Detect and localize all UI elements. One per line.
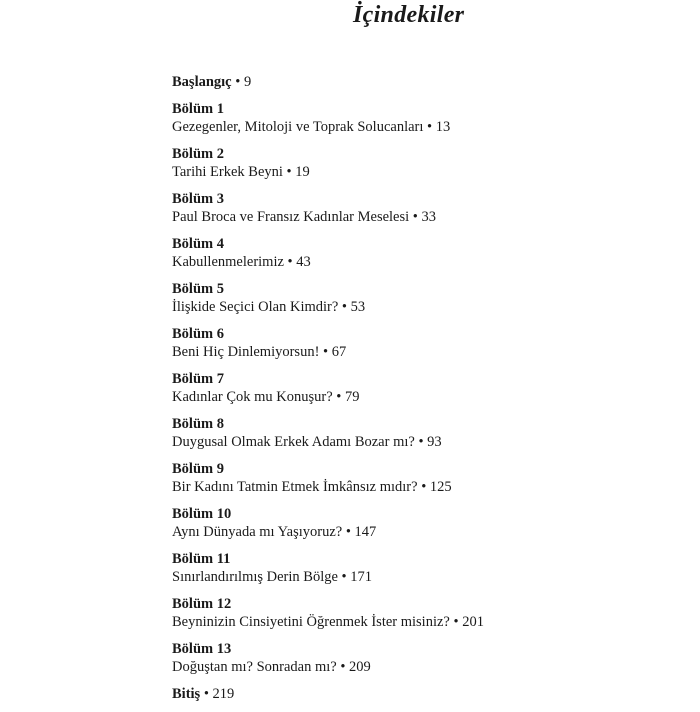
toc-entry-end <box>172 685 672 703</box>
end-page: • 219 <box>203 686 235 702</box>
chapter-title: Beni Hiç Dinlemiyorsun! • 67 <box>172 344 347 360</box>
toc-entry-chapter-6 <box>172 325 672 361</box>
chapter-title: Kadınlar Çok mu Konuşur? • 79 <box>172 389 360 405</box>
toc-entry-chapter-5 <box>172 280 672 316</box>
chapter-label: Bölüm 11 <box>172 551 231 567</box>
start-label: Başlangıç <box>172 74 232 90</box>
end-label: Bitiş <box>172 686 201 702</box>
toc-entry-chapter-7 <box>172 370 672 406</box>
chapter-label: Bölüm 7 <box>172 371 224 387</box>
toc-entry-chapter-1 <box>172 100 672 136</box>
chapter-label: Bölüm 8 <box>172 416 224 432</box>
chapter-label: Bölüm 4 <box>172 236 224 252</box>
chapter-label: Bölüm 1 <box>172 101 224 117</box>
toc-entry-chapter-3 <box>172 190 672 226</box>
chapter-title: Aynı Dünyada mı Yaşıyoruz? • 147 <box>172 524 377 540</box>
start-page: • 9 <box>235 74 252 90</box>
toc-entry-chapter-10 <box>172 505 672 541</box>
toc-entry-chapter-2 <box>172 145 672 181</box>
chapter-label: Bölüm 5 <box>172 281 224 297</box>
chapter-title: İlişkide Seçici Olan Kimdir? • 53 <box>172 299 366 315</box>
chapter-label: Bölüm 13 <box>172 641 232 657</box>
toc-entry-start <box>172 73 672 91</box>
toc-entry-chapter-4 <box>172 235 672 271</box>
chapter-label: Bölüm 3 <box>172 191 224 207</box>
chapter-label: Bölüm 10 <box>172 506 232 522</box>
chapter-label: Bölüm 9 <box>172 461 224 477</box>
chapter-title: Bir Kadını Tatmin Etmek İmkânsız mıdır? • 125 <box>172 479 452 495</box>
chapter-title: Beyninizin Cinsiyetini Öğrenmek İster misiniz? • 201 <box>172 614 484 630</box>
chapter-title: Tarihi Erkek Beyni • 19 <box>172 164 310 180</box>
toc-entry-chapter-8 <box>172 415 672 451</box>
chapter-label: Bölüm 2 <box>172 146 224 162</box>
toc-entry-chapter-11 <box>172 550 672 586</box>
chapter-label: Bölüm 12 <box>172 596 232 612</box>
chapter-title: Duygusal Olmak Erkek Adamı Bozar mı? • 93 <box>172 434 442 450</box>
chapter-title: Sınırlandırılmış Derin Bölge • 171 <box>172 569 373 585</box>
chapter-title: Paul Broca ve Fransız Kadınlar Meselesi • 33 <box>172 209 436 225</box>
page-title: İçindekiler <box>353 2 465 28</box>
toc-entry-chapter-9 <box>172 460 672 496</box>
toc-list <box>172 73 672 712</box>
toc-entry-chapter-12 <box>172 595 672 631</box>
chapter-title: Doğuştan mı? Sonradan mı? • 209 <box>172 659 371 675</box>
chapter-title: Kabullenmelerimiz • 43 <box>172 254 311 270</box>
chapter-label: Bölüm 6 <box>172 326 224 342</box>
toc-entry-chapter-13 <box>172 640 672 676</box>
chapter-title: Gezegenler, Mitoloji ve Toprak Solucanları • 13 <box>172 119 451 135</box>
